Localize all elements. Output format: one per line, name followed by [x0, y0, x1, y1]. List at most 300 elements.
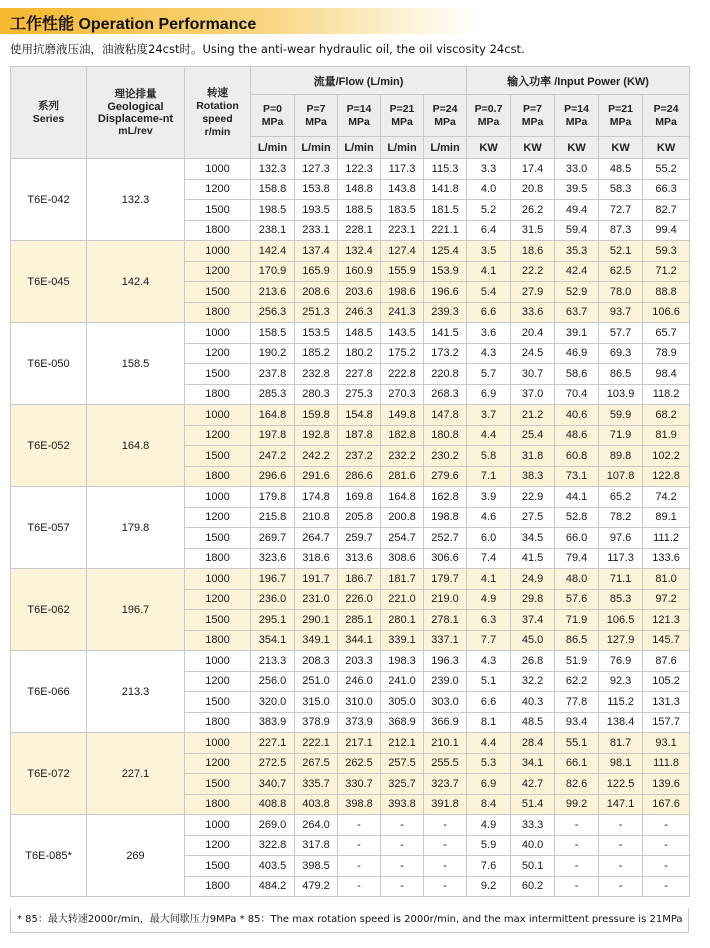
flow-cell: 241.0 [381, 671, 424, 692]
flow-cell: 267.5 [295, 753, 338, 774]
flow-cell: 182.8 [381, 425, 424, 446]
power-cell: 4.3 [467, 651, 511, 672]
power-cell: - [643, 835, 690, 856]
power-cell: 5.1 [467, 671, 511, 692]
power-cell: 40.0 [511, 835, 555, 856]
flow-cell: 203.6 [338, 282, 381, 303]
speed-cell: 1000 [185, 487, 251, 508]
power-cell: 78.0 [599, 282, 643, 303]
flow-cell: 180.2 [338, 343, 381, 364]
flow-cell: 279.6 [424, 466, 467, 487]
power-cell: 35.3 [555, 241, 599, 262]
power-cell: 17.4 [511, 159, 555, 180]
table-row [11, 651, 690, 672]
flow-cell: 349.1 [295, 630, 338, 651]
power-cell: 102.2 [643, 446, 690, 467]
flow-cell: 180.8 [424, 425, 467, 446]
flow-cell: 198.8 [424, 507, 467, 528]
flow-pressure-header-2: P=14 MPa [338, 95, 381, 137]
power-cell: 122.5 [599, 774, 643, 795]
flow-cell: 196.7 [251, 569, 295, 590]
power-cell: - [643, 815, 690, 836]
displacement-cell: 158.5 [87, 323, 185, 405]
flow-cell: 198.6 [381, 282, 424, 303]
power-cell: 4.4 [467, 733, 511, 754]
speed-cell: 1800 [185, 712, 251, 733]
speed-header-cn: 转速 [207, 86, 228, 99]
power-cell: 60.2 [511, 876, 555, 897]
page-subtitle: 使用抗磨液压油，油液粘度24cst时。Using the anti-wear hydraulic oil, the oil viscosity 24cst. [10, 42, 525, 56]
displacement-header-cn: 理论排量 [114, 87, 157, 100]
flow-cell: 127.3 [295, 159, 338, 180]
power-cell: 33.3 [511, 815, 555, 836]
power-unit-header: KW [467, 137, 511, 159]
flow-cell: 125.4 [424, 241, 467, 262]
speed-cell: 1200 [185, 179, 251, 200]
flow-cell: 170.9 [251, 261, 295, 282]
table-row [11, 733, 690, 754]
power-cell: 70.4 [555, 384, 599, 405]
flow-cell: 226.0 [338, 589, 381, 610]
power-cell: 28.4 [511, 733, 555, 754]
flow-cell: 313.6 [338, 548, 381, 569]
power-cell: - [599, 876, 643, 897]
power-unit-header: KW [643, 137, 690, 159]
flow-cell: 141.5 [424, 323, 467, 344]
speed-cell: 1200 [185, 261, 251, 282]
flow-cell: 239.3 [424, 302, 467, 323]
series-cell: T6E-050 [11, 323, 87, 405]
flow-cell: 242.2 [295, 446, 338, 467]
speed-cell: 1500 [185, 610, 251, 631]
flow-cell: 173.2 [424, 343, 467, 364]
flow-cell: 158.5 [251, 323, 295, 344]
flow-cell: 262.5 [338, 753, 381, 774]
power-cell: 6.6 [467, 302, 511, 323]
flow-cell: 174.8 [295, 487, 338, 508]
series-cell: T6E-085* [11, 815, 87, 897]
power-cell: - [555, 835, 599, 856]
power-cell: 57.7 [599, 323, 643, 344]
flow-cell: 246.3 [338, 302, 381, 323]
flow-cell: 230.2 [424, 446, 467, 467]
flow-cell: 154.8 [338, 405, 381, 426]
speed-cell: 1500 [185, 528, 251, 549]
speed-cell: 1200 [185, 835, 251, 856]
power-cell: 5.2 [467, 200, 511, 221]
power-cell: 39.5 [555, 179, 599, 200]
series-cell: T6E-057 [11, 487, 87, 569]
power-cell: - [643, 856, 690, 877]
series-header-en: Series [32, 112, 65, 125]
flow-cell: - [424, 835, 467, 856]
power-cell: 4.0 [467, 179, 511, 200]
power-cell: 3.9 [467, 487, 511, 508]
power-cell: 82.6 [555, 774, 599, 795]
power-cell: 27.9 [511, 282, 555, 303]
flow-cell: - [338, 876, 381, 897]
power-cell: 105.2 [643, 671, 690, 692]
speed-cell: 1000 [185, 569, 251, 590]
flow-cell: 197.8 [251, 425, 295, 446]
power-cell: 27.5 [511, 507, 555, 528]
flow-cell: 255.5 [424, 753, 467, 774]
power-cell: 118.2 [643, 384, 690, 405]
power-cell: 52.1 [599, 241, 643, 262]
flow-cell: 344.1 [338, 630, 381, 651]
speed-cell: 1800 [185, 630, 251, 651]
flow-cell: 220.8 [424, 364, 467, 385]
power-cell: 127.9 [599, 630, 643, 651]
flow-cell: 315.0 [295, 692, 338, 713]
flow-cell: 237.8 [251, 364, 295, 385]
flow-cell: 236.0 [251, 589, 295, 610]
flow-cell: 148.5 [338, 323, 381, 344]
flow-cell: 264.0 [295, 815, 338, 836]
flow-group-header: 流量/Flow (L/min) [251, 67, 467, 95]
power-cell: 5.3 [467, 753, 511, 774]
power-cell: 51.4 [511, 794, 555, 815]
power-cell: 86.5 [555, 630, 599, 651]
power-pressure-header-2: P=14 MPa [555, 95, 599, 137]
displacement-cell: 269 [87, 815, 185, 897]
flow-cell: 221.1 [424, 220, 467, 241]
power-cell: 93.1 [643, 733, 690, 754]
speed-cell: 1000 [185, 815, 251, 836]
power-cell: 29.8 [511, 589, 555, 610]
speed-cell: 1200 [185, 671, 251, 692]
flow-cell: 227.1 [251, 733, 295, 754]
flow-cell: 323.7 [424, 774, 467, 795]
power-cell: 20.4 [511, 323, 555, 344]
power-cell: 31.5 [511, 220, 555, 241]
power-cell: 49.4 [555, 200, 599, 221]
power-cell: 37.4 [511, 610, 555, 631]
flow-cell: 479.2 [295, 876, 338, 897]
power-cell: - [599, 856, 643, 877]
power-cell: 71.9 [555, 610, 599, 631]
table-row [11, 405, 690, 426]
speed-cell: 1800 [185, 302, 251, 323]
displacement-header-en2: Displaceme-nt [97, 112, 174, 125]
series-header-cn: 系列 [38, 99, 59, 112]
power-cell: 81.0 [643, 569, 690, 590]
flow-cell: 175.2 [381, 343, 424, 364]
power-cell: 45.0 [511, 630, 555, 651]
flow-cell: 285.1 [338, 610, 381, 631]
power-cell: 21.2 [511, 405, 555, 426]
power-cell: 40.6 [555, 405, 599, 426]
flow-cell: 164.8 [381, 487, 424, 508]
flow-cell: - [424, 876, 467, 897]
power-cell: 69.3 [599, 343, 643, 364]
flow-cell: 383.9 [251, 712, 295, 733]
flow-cell: 222.1 [295, 733, 338, 754]
flow-cell: 208.3 [295, 651, 338, 672]
power-cell: 58.6 [555, 364, 599, 385]
flow-cell: 270.3 [381, 384, 424, 405]
flow-cell: 398.5 [295, 856, 338, 877]
power-cell: 157.7 [643, 712, 690, 733]
flow-cell: 398.8 [338, 794, 381, 815]
power-cell: 48.6 [555, 425, 599, 446]
flow-cell: 179.7 [424, 569, 467, 590]
power-cell: 46.9 [555, 343, 599, 364]
flow-cell: 269.7 [251, 528, 295, 549]
power-cell: 34.1 [511, 753, 555, 774]
flow-cell: 198.3 [381, 651, 424, 672]
power-unit-header: KW [511, 137, 555, 159]
power-cell: 59.3 [643, 241, 690, 262]
flow-cell: 148.8 [338, 179, 381, 200]
power-cell: 82.7 [643, 200, 690, 221]
flow-cell: 203.3 [338, 651, 381, 672]
power-cell: 33.6 [511, 302, 555, 323]
speed-cell: 1500 [185, 692, 251, 713]
flow-cell: 378.9 [295, 712, 338, 733]
power-cell: 6.9 [467, 774, 511, 795]
power-cell: 115.2 [599, 692, 643, 713]
power-cell: 26.2 [511, 200, 555, 221]
flow-cell: 239.0 [424, 671, 467, 692]
power-cell: 44.1 [555, 487, 599, 508]
flow-unit-header: L/min [381, 137, 424, 159]
flow-unit-header: L/min [338, 137, 381, 159]
power-cell: 4.3 [467, 343, 511, 364]
flow-cell: - [381, 876, 424, 897]
power-cell: 4.9 [467, 589, 511, 610]
series-cell: T6E-052 [11, 405, 87, 487]
power-cell: 88.8 [643, 282, 690, 303]
series-cell: T6E-045 [11, 241, 87, 323]
power-cell: 86.5 [599, 364, 643, 385]
flow-cell: 241.3 [381, 302, 424, 323]
power-cell: 87.3 [599, 220, 643, 241]
speed-header-en2: speed [202, 112, 233, 125]
power-cell: 37.0 [511, 384, 555, 405]
power-cell: 62.5 [599, 261, 643, 282]
power-cell: 99.4 [643, 220, 690, 241]
power-cell: 59.4 [555, 220, 599, 241]
flow-cell: 159.8 [295, 405, 338, 426]
power-unit-header: KW [599, 137, 643, 159]
power-cell: 9.2 [467, 876, 511, 897]
power-cell: 26.8 [511, 651, 555, 672]
power-cell: - [599, 835, 643, 856]
flow-pressure-header-3: P=21 MPa [381, 95, 424, 137]
power-cell: 5.8 [467, 446, 511, 467]
table-row [11, 487, 690, 508]
power-cell: 111.2 [643, 528, 690, 549]
speed-cell: 1200 [185, 753, 251, 774]
power-cell: 40.3 [511, 692, 555, 713]
flow-cell: 115.3 [424, 159, 467, 180]
speed-header [185, 67, 251, 159]
flow-cell: - [424, 856, 467, 877]
speed-cell: 1800 [185, 220, 251, 241]
power-cell: 77.8 [555, 692, 599, 713]
flow-cell: 169.8 [338, 487, 381, 508]
power-pressure-header-4: P=24 MPa [643, 95, 690, 137]
power-cell: 50.1 [511, 856, 555, 877]
power-cell: 71.9 [599, 425, 643, 446]
speed-cell: 1000 [185, 241, 251, 262]
power-cell: 4.9 [467, 815, 511, 836]
power-cell: 72.7 [599, 200, 643, 221]
speed-header-unit: r/min [204, 125, 231, 138]
footnote: * 85：最大转速2000r/min，最大间歇压力9MPa * 85：The max rotation speed is 2000r/min, and the max intermittent pressure is 21MPa [10, 908, 689, 933]
power-cell: 81.9 [643, 425, 690, 446]
flow-cell: 117.3 [381, 159, 424, 180]
flow-cell: 305.0 [381, 692, 424, 713]
flow-cell: 337.1 [424, 630, 467, 651]
flow-cell: 181.5 [424, 200, 467, 221]
flow-cell: 143.8 [381, 179, 424, 200]
flow-cell: 366.9 [424, 712, 467, 733]
flow-cell: 252.7 [424, 528, 467, 549]
power-cell: 133.6 [643, 548, 690, 569]
flow-cell: 228.1 [338, 220, 381, 241]
power-cell: 3.5 [467, 241, 511, 262]
flow-cell: 215.8 [251, 507, 295, 528]
flow-cell: 153.9 [424, 261, 467, 282]
flow-cell: 257.5 [381, 753, 424, 774]
power-cell: 139.6 [643, 774, 690, 795]
flow-cell: 186.7 [338, 569, 381, 590]
performance-table [10, 66, 690, 897]
displacement-header [87, 67, 185, 159]
power-cell: 117.3 [599, 548, 643, 569]
flow-unit-header: L/min [424, 137, 467, 159]
power-cell: 93.7 [599, 302, 643, 323]
power-cell: 7.1 [467, 466, 511, 487]
flow-unit-header: L/min [295, 137, 338, 159]
flow-cell: 354.1 [251, 630, 295, 651]
power-cell: 78.9 [643, 343, 690, 364]
power-cell: 93.4 [555, 712, 599, 733]
flow-cell: 196.6 [424, 282, 467, 303]
flow-cell: 391.8 [424, 794, 467, 815]
power-cell: 5.9 [467, 835, 511, 856]
flow-cell: 256.3 [251, 302, 295, 323]
flow-pressure-header-4: P=24 MPa [424, 95, 467, 137]
power-cell: 89.8 [599, 446, 643, 467]
speed-cell: 1500 [185, 364, 251, 385]
flow-cell: 198.5 [251, 200, 295, 221]
power-cell: 22.9 [511, 487, 555, 508]
power-cell: 4.1 [467, 261, 511, 282]
flow-cell: 403.5 [251, 856, 295, 877]
flow-cell: 280.3 [295, 384, 338, 405]
power-cell: 66.0 [555, 528, 599, 549]
power-unit-header: KW [555, 137, 599, 159]
flow-cell: 137.4 [295, 241, 338, 262]
flow-pressure-header-1: P=7 MPa [295, 95, 338, 137]
flow-cell: 269.0 [251, 815, 295, 836]
flow-cell: 320.0 [251, 692, 295, 713]
speed-cell: 1500 [185, 446, 251, 467]
flow-cell: 291.6 [295, 466, 338, 487]
flow-cell: 227.8 [338, 364, 381, 385]
power-cell: - [555, 856, 599, 877]
power-cell: 66.1 [555, 753, 599, 774]
power-cell: - [599, 815, 643, 836]
power-group-header: 输入功率 /Input Power (KW) [467, 67, 690, 95]
power-cell: 42.4 [555, 261, 599, 282]
flow-cell: 141.8 [424, 179, 467, 200]
flow-cell: 295.1 [251, 610, 295, 631]
power-cell: 79.4 [555, 548, 599, 569]
flow-cell: 323.6 [251, 548, 295, 569]
flow-cell: 393.8 [381, 794, 424, 815]
speed-cell: 1000 [185, 405, 251, 426]
speed-cell: 1200 [185, 425, 251, 446]
flow-cell: 162.8 [424, 487, 467, 508]
series-header [11, 67, 87, 159]
power-cell: 48.0 [555, 569, 599, 590]
flow-cell: 256.0 [251, 671, 295, 692]
power-cell: 31.8 [511, 446, 555, 467]
flow-cell: 222.8 [381, 364, 424, 385]
flow-cell: - [381, 815, 424, 836]
power-cell: 3.7 [467, 405, 511, 426]
series-cell: T6E-072 [11, 733, 87, 815]
flow-cell: 158.8 [251, 179, 295, 200]
power-cell: 24.5 [511, 343, 555, 364]
power-cell: 4.1 [467, 569, 511, 590]
flow-cell: 196.3 [424, 651, 467, 672]
flow-cell: 335.7 [295, 774, 338, 795]
speed-cell: 1200 [185, 589, 251, 610]
flow-cell: - [381, 835, 424, 856]
table-row [11, 569, 690, 590]
power-cell: 32.2 [511, 671, 555, 692]
flow-cell: 200.8 [381, 507, 424, 528]
flow-cell: 165.9 [295, 261, 338, 282]
flow-cell: 322.8 [251, 835, 295, 856]
flow-cell: 373.9 [338, 712, 381, 733]
flow-cell: 190.2 [251, 343, 295, 364]
power-cell: 52.9 [555, 282, 599, 303]
speed-cell: 1500 [185, 282, 251, 303]
flow-cell: 181.7 [381, 569, 424, 590]
power-cell: 51.9 [555, 651, 599, 672]
speed-cell: 1000 [185, 159, 251, 180]
flow-cell: 179.8 [251, 487, 295, 508]
power-cell: 89.1 [643, 507, 690, 528]
flow-cell: 268.3 [424, 384, 467, 405]
flow-cell: - [338, 856, 381, 877]
speed-cell: 1800 [185, 466, 251, 487]
page-title: 工作性能 Operation Performance [10, 16, 257, 33]
power-cell: 73.1 [555, 466, 599, 487]
power-cell: 138.4 [599, 712, 643, 733]
power-cell: 33.0 [555, 159, 599, 180]
flow-cell: 237.2 [338, 446, 381, 467]
power-cell: 106.5 [599, 610, 643, 631]
flow-cell: 368.9 [381, 712, 424, 733]
flow-cell: 403.8 [295, 794, 338, 815]
flow-cell: 247.2 [251, 446, 295, 467]
power-cell: 7.4 [467, 548, 511, 569]
power-cell: 6.3 [467, 610, 511, 631]
speed-cell: 1800 [185, 876, 251, 897]
power-cell: 6.4 [467, 220, 511, 241]
speed-cell: 1000 [185, 651, 251, 672]
flow-cell: 205.8 [338, 507, 381, 528]
power-cell: 121.3 [643, 610, 690, 631]
flow-cell: 317.8 [295, 835, 338, 856]
